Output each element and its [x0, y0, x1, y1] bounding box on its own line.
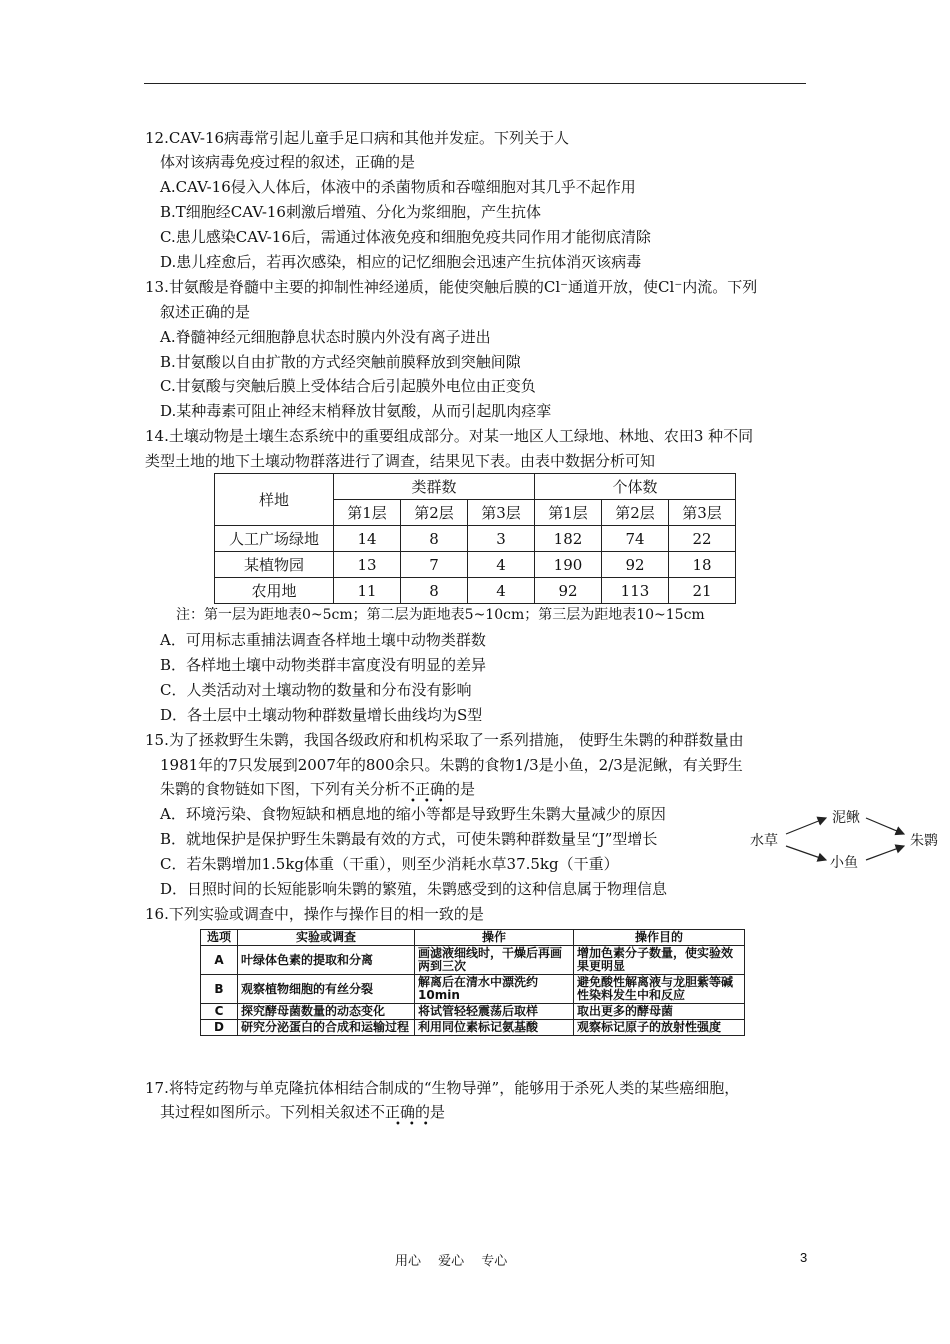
table-header-groups: 类群数 [334, 474, 535, 500]
table-cell: C [201, 1004, 238, 1020]
table-cell: 190 [535, 552, 602, 578]
table-cell: 3 [468, 526, 535, 552]
q14-table [214, 473, 736, 604]
q17-stem-cont: 其过程如图所示。下列相关叙述不正确的是 [160, 1103, 446, 1121]
q15-option-a: A．环境污染、食物短缺和栖息地的缩小等都是导致野生朱鹮大量减少的原因 [160, 805, 666, 823]
table-cell: 7 [401, 552, 468, 578]
q13-stem: 13.甘氨酸是脊髓中主要的抑制性神经递质，能使突触后膜的Cl⁻通道开放，使Cl⁻内流。下列 [145, 278, 758, 296]
table-cell: 将试管轻轻震荡后取样 [415, 1004, 574, 1020]
table-cell: 18 [669, 552, 736, 578]
table-cell: 利用同位素标记氨基酸 [415, 1020, 574, 1036]
table-cell: 8 [401, 526, 468, 552]
q14-note: 注：第一层为距地表0~5cm；第二层为距地表5~10cm；第三层为距地表10~15cm [176, 607, 705, 623]
q15-option-d: D．日照时间的长短能影响朱鹮的繁殖，朱鹮感受到的这种信息属于物理信息 [160, 880, 668, 898]
emphasis-dots: ••• [395, 1119, 437, 1130]
q17-stem: 17.将特定药物与单克隆抗体相结合制成的“生物导弹”，能够用于杀死人类的某些癌细胞， [145, 1079, 740, 1097]
q12-option-b: B.T细胞经CAV-16刺激后增殖、分化为浆细胞，产生抗体 [160, 203, 541, 221]
table-header-individuals: 个体数 [535, 474, 736, 500]
q13-option-c: C.甘氨酸与突触后膜上受体结合后引起膜外电位由正变负 [160, 377, 536, 395]
table-cell: 解离后在清水中漂洗约10min [415, 975, 574, 1004]
table-cell: 21 [669, 578, 736, 604]
table-cell: 画滤液细线时，干燥后再画两到三次 [415, 946, 574, 975]
table-cell: 74 [602, 526, 669, 552]
q16-table [200, 929, 745, 1036]
arrow-plant-to-fish [786, 846, 826, 860]
table-cell: 某植物园 [215, 552, 334, 578]
q14-option-b: B．各样地土壤中动物类群丰富度没有明显的差异 [160, 656, 487, 674]
table-cell: 农用地 [215, 578, 334, 604]
arrow-fish-to-ibis [866, 846, 904, 860]
table-cell: 4 [468, 552, 535, 578]
food-web-arrows [746, 800, 946, 880]
table-cell: B [201, 975, 238, 1004]
q15-stem: 15.为了拯救野生朱鹮，我国各级政府和机构采取了一系列措施， 使野生朱鹮的种群数量由 [145, 731, 744, 749]
table-cell: 叶绿体色素的提取和分离 [238, 946, 415, 975]
q12-option-c: C.患儿感染CAV-16后，需通过体液免疫和细胞免疫共同作用才能彻底清除 [160, 228, 651, 246]
table-header-layer: 第2层 [602, 500, 669, 526]
q13-option-b: B.甘氨酸以自由扩散的方式经突触前膜释放到突触间隙 [160, 353, 521, 371]
table-cell: A [201, 946, 238, 975]
table-cell: 11 [334, 578, 401, 604]
q15-option-c: C．若朱鹮增加1.5kg体重（干重），则至少消耗水草37.5kg（干重） [160, 855, 619, 873]
table-cell: 增加色素分子数量，使实验效果更明显 [574, 946, 745, 975]
q13-stem-cont: 叙述正确的是 [160, 303, 251, 321]
table-header: 操作 [415, 930, 574, 946]
table-row [215, 578, 736, 604]
table-cell: 观察标记原子的放射性强度 [574, 1020, 745, 1036]
table-header-layer: 第1层 [334, 500, 401, 526]
table-header: 实验或调查 [238, 930, 415, 946]
table-header-layer: 第3层 [669, 500, 736, 526]
q15-stem-cont: 1981年的7只发展到2007年的800余只。朱鹮的食物1/3是小鱼，2/3是泥鳅，有关野生 [160, 756, 743, 774]
node-aquatic-plant: 水草 [750, 833, 778, 849]
table-header: 选项 [201, 930, 238, 946]
q13-option-a: A.脊髓神经元细胞静息状态时膜内外没有离子进出 [160, 328, 491, 346]
table-cell: 避免酸性解离液与龙胆紫等碱性染料发生中和反应 [574, 975, 745, 1004]
table-cell: 人工广场绿地 [215, 526, 334, 552]
table-cell: D [201, 1020, 238, 1036]
q12-option-d: D.患儿痊愈后，若再次感染，相应的记忆细胞会迅速产生抗体消灭该病毒 [160, 253, 642, 271]
table-cell: 92 [602, 552, 669, 578]
q12-stem: 12.CAV-16病毒常引起儿童手足口病和其他并发症。下列关于人 [145, 129, 570, 147]
q14-option-a: A．可用标志重捕法调查各样地土壤中动物类群数 [160, 631, 486, 649]
node-ibis: 朱鹮 [910, 833, 938, 849]
q14-option-d: D．各土层中土壤动物种群数量增长曲线均为S型 [160, 706, 483, 724]
table-header-layer: 第2层 [401, 500, 468, 526]
food-web-diagram [746, 800, 946, 880]
table-header-layer: 第1层 [535, 500, 602, 526]
table-header: 操作目的 [574, 930, 745, 946]
header-rule [144, 83, 806, 84]
footer-motto: 用心 爱心 专心 [395, 1254, 508, 1269]
table-cell: 22 [669, 526, 736, 552]
q16-stem: 16.下列实验或调查中，操作与操作目的相一致的是 [145, 905, 484, 923]
table-cell: 研究分泌蛋白的合成和运输过程 [238, 1020, 415, 1036]
q15-option-b: B．就地保护是保护野生朱鹮最有效的方式，可使朱鹮种群数量呈“J”型增长 [160, 830, 658, 848]
table-row [215, 526, 736, 552]
q14-stem-cont: 类型土地的地下土壤动物群落进行了调查，结果见下表。由表中数据分析可知 [145, 452, 656, 470]
table-header-layer: 第3层 [468, 500, 535, 526]
table-header-site: 样地 [215, 474, 334, 526]
q14-stem: 14.土壤动物是土壤生态系统中的重要组成部分。对某一地区人工绿地、林地、农田3 种不同 [145, 427, 754, 445]
table-cell: 探究酵母菌数量的动态变化 [238, 1004, 415, 1020]
q13-option-d: D.某种毒素可阻止神经末梢释放甘氨酸，从而引起肌肉痉挛 [160, 402, 552, 420]
table-row [201, 946, 745, 975]
table-cell: 113 [602, 578, 669, 604]
table-row [201, 975, 745, 1004]
page-number: 3 [800, 1250, 808, 1265]
table-cell: 取出更多的酵母菌 [574, 1004, 745, 1020]
node-small-fish: 小鱼 [830, 855, 858, 871]
table-cell: 观察植物细胞的有丝分裂 [238, 975, 415, 1004]
table-row [201, 1004, 745, 1020]
table-row [215, 552, 736, 578]
q15-stem-cont2: 朱鹮的食物链如下图，下列有关分析不正确的是 [160, 780, 476, 798]
q12-stem-cont: 体对该病毒免疫过程的叙述，正确的是 [160, 153, 416, 171]
table-cell: 13 [334, 552, 401, 578]
table-cell: 14 [334, 526, 401, 552]
q14-option-c: C．人类活动对土壤动物的数量和分布没有影响 [160, 681, 472, 699]
emphasis-dots: ••• [410, 796, 452, 807]
table-row [201, 1020, 745, 1036]
table-cell: 182 [535, 526, 602, 552]
table-cell: 4 [468, 578, 535, 604]
arrow-loach-to-ibis [866, 818, 904, 834]
q12-option-a: A.CAV-16侵入人体后，体液中的杀菌物质和吞噬细胞对其几乎不起作用 [160, 178, 636, 196]
table-cell: 92 [535, 578, 602, 604]
node-loach: 泥鳅 [832, 810, 860, 826]
arrow-plant-to-loach [786, 818, 826, 834]
table-cell: 8 [401, 578, 468, 604]
